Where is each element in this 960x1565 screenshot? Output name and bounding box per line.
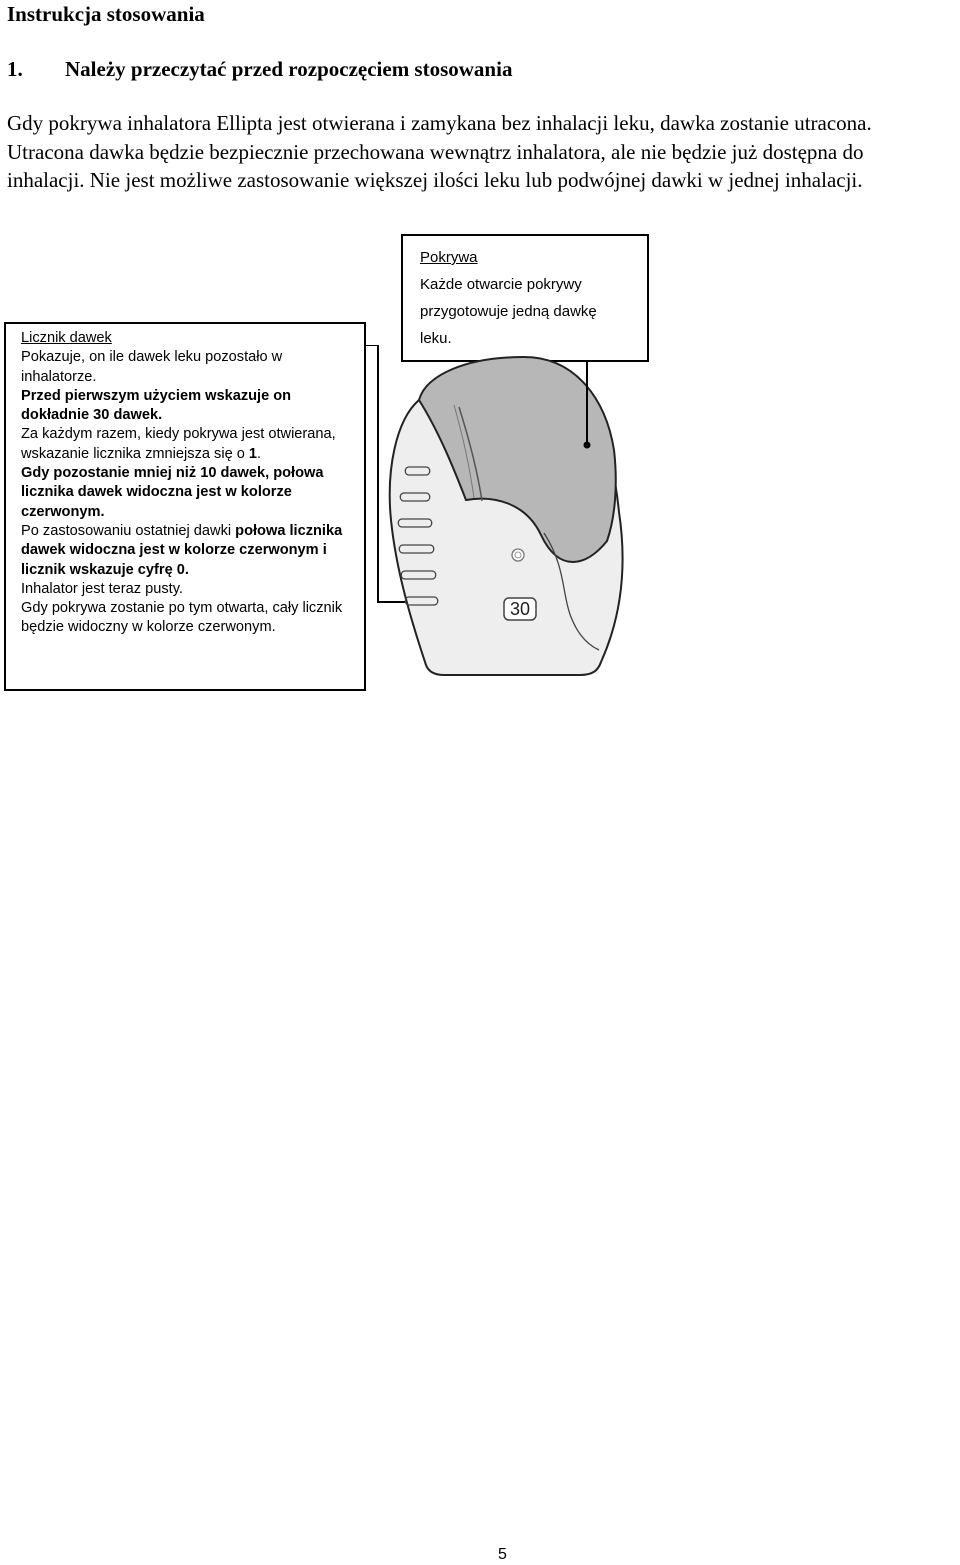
counter-text-part: . — [257, 445, 262, 462]
air-inlet — [512, 549, 524, 561]
page-title: Instrukcja stosowania — [7, 2, 205, 26]
counter-callout-text: Pokazuje, on ile dawek leku pozostało w inhalatorze. — [21, 349, 283, 385]
counter-text-part: Po zastosowaniu ostatniej dawki — [21, 522, 236, 539]
intro-line: Gdy pokrywa inhalatora Ellipta jest otwierana i zamykana bez inhalacji leku, dawka zostanie utracona. — [7, 111, 872, 135]
page-number: 5 — [498, 1546, 507, 1563]
counter-callout-title: Licznik dawek — [21, 330, 112, 346]
intro-line: inhalacji. Nie jest możliwe zastosowanie większej ilości leku lub podwójnej dawki w jednej inhalacji. — [7, 168, 863, 192]
intro-paragraph — [7, 109, 952, 195]
cover-leader-dot — [584, 442, 591, 449]
counter-callout-text — [21, 425, 349, 464]
section-number: 1. — [7, 57, 23, 81]
section-heading — [7, 57, 512, 82]
cover-callout — [401, 234, 649, 362]
counter-callout-text: Przed pierwszym użyciem wskazuje on dokładnie 30 dawek. — [21, 387, 292, 424]
counter-callout-text: Gdy pokrywa zostanie po tym otwarta, cały licznik będzie widoczny w kolorze czerwonym. — [21, 600, 343, 636]
counter-callout-text — [21, 522, 349, 580]
counter-display: 30 — [509, 599, 531, 619]
counter-callout-text: Gdy pozostanie mniej niż 10 dawek, połowa licznika dawek widoczna jest w kolorze czerwonym. — [21, 465, 324, 520]
cover-callout-text: Każde otwarcie pokrywy przygotowuje jedną dawkę leku. — [420, 276, 597, 347]
counter-callout-text: Inhalator jest teraz pusty. — [21, 580, 183, 597]
counter-text-bold: połowa licznika dawek widoczna jest w kolorze czerwonym i licznik wskazuje cyfrę 0. — [21, 522, 343, 578]
counter-text-bold: 1 — [248, 445, 258, 462]
inhaler-illustration — [366, 345, 666, 690]
dose-counter-callout — [4, 322, 366, 691]
counter-text-part: Za każdym razem, kiedy pokrywa jest otwierana, wskazanie licznika zmniejsza się o — [21, 426, 336, 462]
cover-callout-title: Pokrywa — [420, 249, 478, 266]
intro-line: Utracona dawka będzie bezpiecznie przechowana wewnątrz inhalatora, ale nie będzie już dostępna do — [7, 139, 864, 164]
section-heading-text: Należy przeczytać przed rozpoczęciem stosowania — [65, 57, 513, 81]
